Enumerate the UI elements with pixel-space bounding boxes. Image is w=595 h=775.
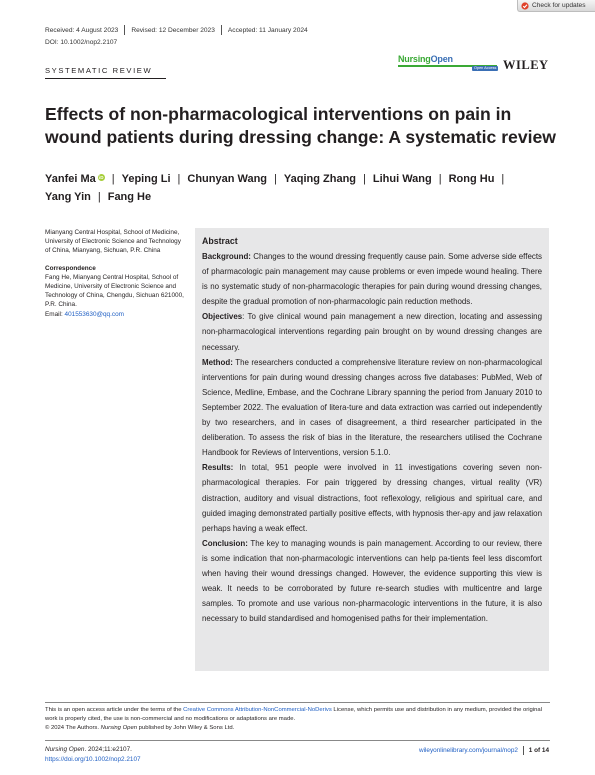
article-dates	[45, 24, 308, 36]
author-name[interactable]: Yanfei Ma	[45, 173, 96, 185]
abstract-method	[202, 355, 542, 461]
article-type-underline	[45, 78, 166, 79]
footer-divider	[45, 740, 550, 741]
author-separator: |	[438, 173, 442, 185]
author-name[interactable]: Lihui Wang	[372, 173, 432, 185]
copyright-journal: Nursing Open	[100, 725, 138, 731]
journal-citation	[45, 745, 141, 765]
author-separator: |	[363, 173, 366, 185]
method-text: The researchers conducted a comprehensive literature review on non-pharmacological interventions for pain during wound dressing changes across five databases: PubMed, Web of Science, Medline, Embase, and the Cochrane Library spanning the period from January 2010 to September 2022. The evaluation of litera-ture and data extraction was carried out independently by two researchers, and in cases of disagreement, a third researcher participated in the deliberation. To assess the risk of bias in the literature, the researchers utilised the Cochrane Handbook for Reviews of Interventions, version 5.1.0.	[202, 357, 542, 458]
abstract	[202, 235, 542, 626]
article-title: Effects of non-pharmacological interventions on pain in wound patients during dressing change: A systematic review	[45, 104, 556, 147]
journal-logo-open: Open	[430, 54, 453, 64]
background-text: Changes to the wound dressing frequently cause pain. Some adverse side effects of pharmacologic pain management may cause problems or even impede wound healing. There is no systematic study of non-pharmacologic therapies for pain during wound dressing changes, despite the gradual promotion of non-pharmacologic pain reduction methods.	[202, 252, 542, 307]
license-link[interactable]: Creative Commons Attribution-NonCommercial-NoDerivs	[183, 707, 332, 713]
doi-link[interactable]: https://doi.org/10.1002/nop2.2107	[45, 756, 141, 763]
license-post: License, which permits use and distribution in any medium, provided the original work is properly cited, the use is non-commercial and no modifications or adaptations are made.	[45, 707, 543, 722]
abstract-heading: Abstract	[202, 236, 238, 246]
author-separator: |	[97, 191, 101, 203]
author-name[interactable]: Chunyan Wang	[187, 173, 268, 185]
affiliation-sidebar	[45, 228, 185, 319]
objectives-text: : To give clinical wound pain management a new direction, locating and assessing non-pharmacological interventions regarding pain brought on by wound dressing changes are necessary.	[202, 312, 542, 352]
journal-logo-nursing: Nursing	[398, 54, 431, 64]
footer-separator	[523, 746, 524, 755]
method-label: Method:	[202, 357, 233, 367]
author-separator: |	[274, 173, 277, 185]
date-divider	[221, 25, 222, 35]
check-updates-label: Check for updates	[532, 1, 586, 9]
author-separator: |	[501, 173, 505, 185]
results-label: Results:	[202, 463, 234, 473]
conclusion-label: Conclusion:	[202, 538, 248, 548]
correspondence-heading: Correspondence	[45, 264, 96, 272]
email-link[interactable]: 401553630@qq.com	[64, 310, 124, 318]
orcid-icon[interactable]: iD	[99, 175, 104, 180]
abstract-conclusion	[202, 536, 542, 627]
check-for-updates-button[interactable]	[517, 0, 595, 12]
author-list	[45, 170, 565, 206]
correspondence-email	[45, 310, 185, 319]
footer-citation: . 2024;11:e2107.	[84, 746, 132, 753]
correspondence-text: Fang He, Mianyang Central Hospital, School of Medicine, University of Electronic Science and Technology of China, Chengdu, Sichuan 621000, P.R. China.	[45, 273, 184, 309]
author-name[interactable]: Rong Hu	[448, 173, 495, 185]
date-divider	[124, 25, 125, 35]
background-label: Background:	[202, 252, 251, 261]
results-text: In total, 951 people were involved in 11 investigations covering seven non-pharmacological therapies. For pain triggered by dressing changes, virtual reality (VR) distraction, auditory and visual distractions, foot reflexology, religious and spiritual care, and guided imaging demonstrated partially positive effects, with hypnosis ther-apy and jaw relaxation perhaps having a weak effect.	[202, 463, 542, 533]
footer-right	[419, 745, 549, 755]
footer-journal: Nursing Open	[45, 746, 85, 753]
author-name[interactable]: Yang Yin	[45, 191, 91, 203]
author-name[interactable]: Yaqing Zhang	[283, 173, 357, 185]
open-access-badge: Open Access	[474, 66, 497, 70]
author-separator: |	[177, 173, 181, 185]
doi: DOI: 10.1002/nop2.2107	[45, 39, 118, 46]
journal-logo[interactable]	[398, 54, 453, 64]
footer-divider	[45, 702, 550, 703]
received-date: Received: 4 August 2023	[45, 26, 119, 34]
article-type-label: SYSTEMATIC REVIEW	[45, 66, 153, 75]
author-name[interactable]: Fang He	[107, 191, 152, 203]
license-notice	[45, 706, 555, 733]
author-name[interactable]: Yeping Li	[121, 173, 171, 185]
check-updates-icon	[521, 2, 529, 10]
revised-date: Revised: 12 December 2023	[131, 26, 215, 34]
license-pre: This is an open access article under the terms of the	[45, 707, 184, 713]
journal-site-link[interactable]: wileyonlinelibrary.com/journal/nop2	[418, 746, 518, 754]
accepted-date: Accepted: 11 January 2024	[227, 26, 308, 34]
conclusion-text: The key to managing wounds is pain management. According to our review, there is some indication that non-pharmacologic interventions can help pa-tients feel less discomfort when having their wound dressings changed. However, the evidence supporting this view is weak. It needs to be corroborated by future re-search studies with multicentre and large samples. To promote and use various non-pharmacologic interventions in the future, it is also necessary to build standardised and homogenised paths for their implementation.	[202, 538, 542, 624]
abstract-results	[202, 460, 542, 535]
copyright-post: published by John Wiley & Sons Ltd.	[137, 725, 235, 731]
publisher-logo[interactable]: WILEY	[503, 58, 549, 72]
affiliation: Mianyang Central Hospital, School of Medicine, University of Electronic Science and Technology of China, Mianyang, Sichuan, P.R. China	[45, 229, 181, 255]
email-label: Email:	[45, 310, 65, 318]
objectives-label: Objectives	[202, 312, 243, 322]
copyright-pre: © 2024 The Authors.	[45, 725, 101, 731]
abstract-background	[202, 249, 542, 309]
page-number: 1 of 14	[528, 746, 549, 754]
author-separator: |	[111, 173, 115, 185]
abstract-objectives	[202, 309, 542, 354]
